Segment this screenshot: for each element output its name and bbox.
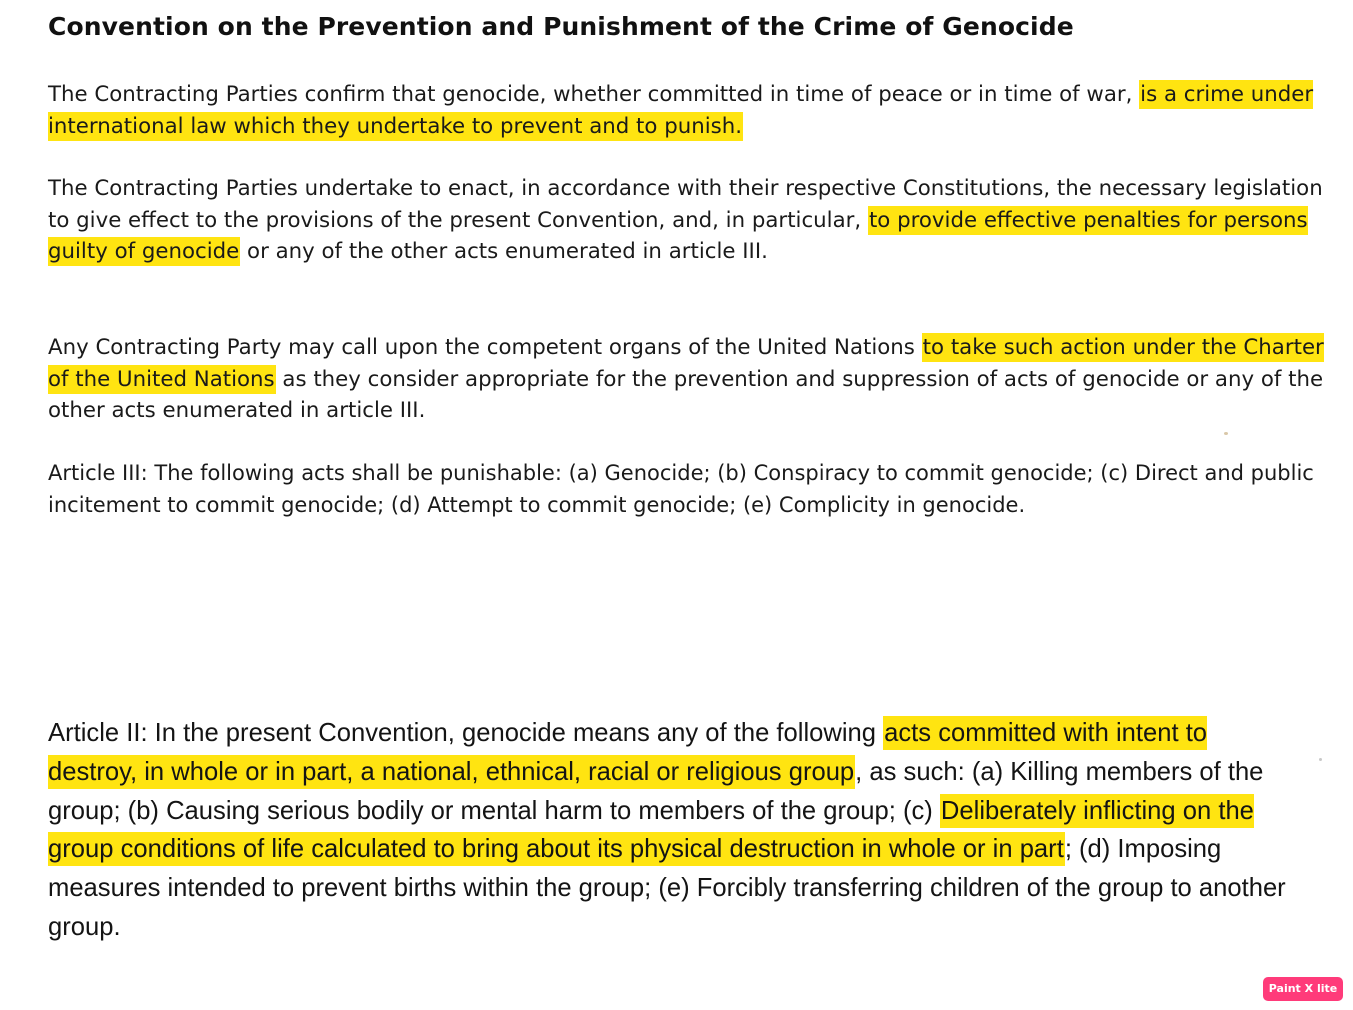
paragraph-text: Article III: The following acts shall be punishable: (a) Genocide; (b) Conspiracy to commit genocide; (c) Direct and public incitement to commit genocide; (d) Attempt to commit genocide; (e) Complicity in genocide. bbox=[48, 461, 1314, 517]
paragraph-confirmation bbox=[48, 79, 1338, 142]
highlighted-text: acts committed with intent to destroy, in whole or in part, a national, ethnical, racial or religious group bbox=[48, 716, 1207, 789]
scan-speck bbox=[1319, 758, 1322, 761]
watermark-badge: Paint X lite bbox=[1263, 977, 1343, 1001]
highlighted-text: Deliberately inflicting on the group conditions of life calculated to bring about its physical destruction in whole or in part bbox=[48, 794, 1254, 867]
paragraph-article-ii bbox=[48, 714, 1288, 947]
highlighted-text: is a crime under international law which they undertake to prevent and to punish. bbox=[48, 82, 1314, 139]
paragraph-text: or any of the other acts enumerated in article III. bbox=[240, 239, 768, 264]
paragraph-united-nations bbox=[48, 332, 1338, 427]
paragraph-legislation bbox=[48, 173, 1338, 268]
paragraph-text: The Contracting Parties confirm that genocide, whether committed in time of peace or in time of war, bbox=[48, 82, 1140, 107]
scan-speck bbox=[1224, 432, 1228, 435]
paragraph-text: , as such: (a) Killing members of the group; (b) Causing serious bodily or mental harm to members of the group; (c) bbox=[48, 757, 1264, 825]
paragraph-article-iii bbox=[48, 458, 1338, 521]
document-title: Convention on the Prevention and Punishment of the Crime of Genocide bbox=[48, 12, 1074, 41]
paragraph-text: as they consider appropriate for the prevention and suppression of acts of genocide or any of the other acts enumerated in article III. bbox=[48, 366, 1324, 423]
paragraph-text: The Contracting Parties undertake to enact, in accordance with their respective Constitutions, the necessary legislation to give effect to the provisions of the present Convention, and, in particular, bbox=[48, 176, 1323, 233]
paragraph-text: Any Contracting Party may call upon the competent organs of the United Nations bbox=[48, 335, 922, 360]
highlighted-text: to provide effective penalties for persons guilty of genocide bbox=[48, 207, 1308, 264]
highlighted-text: to take such action under the Charter of the United Nations bbox=[48, 335, 1324, 392]
paragraph-text: Article II: In the present Convention, genocide means any of the following bbox=[48, 719, 884, 747]
paragraph-text: ; (d) Imposing measures intended to prevent births within the group; (e) Forcibly transferring children of the group to another group. bbox=[48, 835, 1286, 941]
